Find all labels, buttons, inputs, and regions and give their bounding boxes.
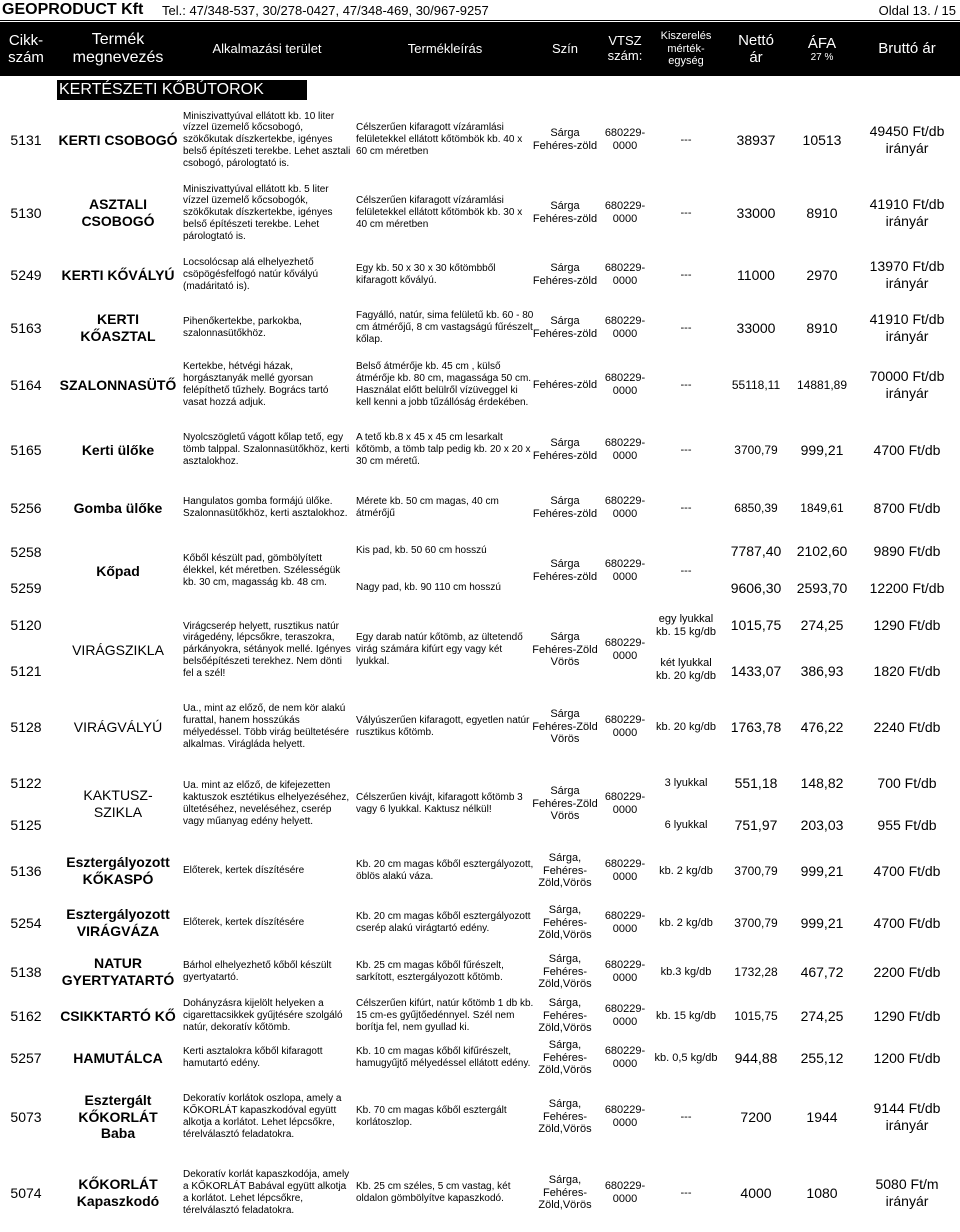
product-name: VIRÁGVÁLYÚ [73,718,163,735]
net-price: 7787,40 [730,542,782,559]
table-row-kaktusz [0,768,960,840]
vat-amount: 1944 [806,1108,838,1125]
row-number: 5163 [10,319,42,336]
vtsz-code: 680229- 0000 [604,127,646,152]
vtsz-code: 680229- 0000 [604,714,646,739]
net-price: 551,18 [734,774,778,791]
gross-price: 2240 Ft/db [873,718,941,735]
color-text: Sárga Fehéres-zöld [532,495,598,520]
top-bar [0,0,960,21]
row-number: 5138 [10,963,42,980]
col-netto: Nettó ár [738,31,774,66]
section-title: KERTÉSZETI KŐBÚTOROK [57,80,307,100]
net-price: 751,97 [734,816,778,833]
product-name: VIRÁGSZIKLA [72,641,164,658]
application-text: Előterek, kertek díszítésére [183,865,305,877]
application-text: Miniszivattyúval ellátott kb. 5 liter vízzel üzemelő kőcsobogók, szökőkutak díszkertekbe, igényes belső építészeti terekbe. Lehet párologtató is. [183,183,333,242]
net-price: 33000 [736,319,776,336]
row-number: 5258 [10,543,42,560]
color-text: Sárga, Fehéres- Zöld,Vörös [538,996,592,1035]
vat-amount: 8910 [806,204,838,221]
description-text: Kb. 25 cm széles, 5 cm vastag, két oldalon gömbölyítve kapaszkodó. [356,1181,511,1204]
row-number: 5073 [10,1108,42,1125]
table-row [0,180,960,246]
unit-text: kb. 2 kg/db [659,864,713,877]
application-text: Dekoratív korlát kapaszkodója, amely a KŐKORLÁT Babával együtt alkotja a korlátot. Lehet lépcsőkre, térelválasztó feladatokra. [183,1169,350,1216]
gross-price: 4700 Ft/db [873,862,941,879]
unit-text: --- [680,501,692,514]
vtsz-code: 680229- 0000 [604,1180,646,1205]
net-price: 9606,30 [730,579,782,596]
vat-amount: 2102,60 [796,542,848,559]
vtsz-code: 680229- 0000 [604,637,646,662]
description-text: Kb. 20 cm magas kőből esztergályozott cserép alakú virágtartó edény. [356,911,531,934]
col-termek: Termék megnevezés [72,30,164,66]
col-cikkszam: Cikk- szám [8,31,44,66]
description-text: Kis pad, kb. 50 60 cm hosszú [356,545,487,557]
row-number: 5162 [10,1007,42,1024]
unit-text: kb. 20 kg/db [656,720,716,733]
unit-text: kb. 2 kg/db [659,916,713,929]
col-brutto: Bruttó ár [878,40,936,58]
table-row [0,1156,960,1230]
table-row [0,252,960,298]
row-number: 5256 [10,499,42,516]
gross-price: 4700 Ft/db [873,914,941,931]
product-name: CSIKKTARTÓ KŐ [60,1007,176,1024]
product-name: SZALONNASÜTŐ [59,376,177,393]
row-number: 5122 [10,774,42,791]
description-text: Célszerűen kifaragott vízáramlási felületekkel ellátott kőtömbök kb. 30 x 40 cm méretben [356,195,523,230]
vtsz-code: 680229- 0000 [604,959,646,984]
row-number: 5259 [10,579,42,596]
vat-amount: 255,12 [800,1049,844,1066]
net-price: 38937 [736,131,776,148]
gross-price: 4700 Ft/db [873,441,941,458]
color-text: Sárga, Fehéres- Zöld,Vörös [538,1173,592,1212]
gross-price: 9890 Ft/db [873,542,941,559]
unit-text: 3 lyukkal [664,776,708,789]
table-row-kopad [0,537,960,605]
color-text: Sárga Fehéres-zöld [532,127,598,152]
unit-text: --- [680,268,692,281]
unit-text: egy lyukkal kb. 15 kg/db [656,613,716,638]
application-text: Miniszivattyúval ellátott kb. 10 liter vízzel üzemelő kőcsobogó, szökőkutak díszkertekbe, igényes belső építészeti terekbe. Lehet asztali csobogó, párologtató is. [183,110,351,169]
product-name: Gomba ülőke [73,499,163,516]
gross-price: 1290 Ft/db [873,616,941,633]
row-number: 5125 [10,816,42,833]
row-number: 5131 [10,131,42,148]
company-name: GEOPRODUCT Kft [2,1,144,18]
vat-amount: 10513 [802,131,842,148]
vat-amount: 203,03 [800,816,844,833]
application-text: Ua. mint az előző, de kifejezetten kaktuszok esztétikus elhelyezéséhez, ültetéséhez, neveléséhez, cserép vagy műanyag edény helyett. [183,780,350,827]
application-text: Kerti asztalokra kőből kifaragott hamutartó edény. [183,1046,323,1069]
color-text: Sárga Fehéres-Zöld Vörös [532,630,598,669]
table-row [0,354,960,416]
vat-amount: 386,93 [800,662,844,679]
unit-text: --- [680,321,692,334]
vat-amount: 999,21 [800,441,844,458]
description-text: Célszerűen kifaragott vízáramlási felületekkel ellátott kőtömbök kb. 40 x 60 cm méretben [356,122,523,157]
color-text: Sárga Fehéres-zöld [532,262,598,287]
vat-amount: 1849,61 [800,500,844,515]
row-number: 5249 [10,266,42,283]
vtsz-code: 680229- 0000 [604,495,646,520]
gross-price: 1200 Ft/db [873,1049,941,1066]
net-price: 3700,79 [734,442,778,457]
description-text: Vályúszerűen kifaragott, egyetlen natúr rusztikus kőtömb. [356,715,530,738]
vtsz-code: 680229- 0000 [604,1003,646,1028]
unit-text: --- [680,564,692,577]
table-header [0,22,960,76]
net-price: 33000 [736,204,776,221]
description-text: Mérete kb. 50 cm magas, 40 cm átmérőjű [356,496,499,519]
phone-numbers: Tel.: 47/348-537, 30/278-0427, 47/348-469, 30/967-9257 [162,3,489,18]
unit-text: --- [680,133,692,146]
vat-amount: 476,22 [800,718,844,735]
net-price: 1732,28 [734,964,778,979]
product-name: Esztergált KŐKORLÁT Baba [78,1092,158,1142]
description-text: Nagy pad, kb. 90 110 cm hosszú [356,582,501,594]
description-text: A tető kb.8 x 45 x 45 cm lesarkalt kőtömb, a tömb talp pedig kb. 20 x 20 x 30 cm méretű. [356,432,531,467]
description-text: Célszerűen kivájt, kifaragott kőtömb 3 vagy 6 lyukkal. Kaktusz nélkül! [356,792,523,815]
page-number: Oldal 13. / 15 [878,3,956,18]
application-text: Virágcserép helyett, rusztikus natúr virágedény, lépcsőkre, teraszokra, párkányokra, sétányok mellé. Igényes belsőépítészeti terekhez. Nem dönti fel a szél! [183,620,351,679]
description-text: Egy darab natúr kőtömb, az ültetendő virág számára kifúrt egy vagy két lyukkal. [356,632,523,667]
net-price: 944,88 [734,1049,778,1066]
color-text: Sárga Fehéres-zöld [532,200,598,225]
color-text: Sárga, Fehéres- Zöld,Vörös [538,952,592,991]
product-name: KERTI KŐASZTAL [80,311,156,344]
application-text: Dekoratív korlátok oszlopa, amely a KŐKORLÁT kapaszkodóval együtt alkotja a korlátot. Lehet lépcsőkre, térelválasztó feladatokra. [183,1093,342,1140]
vat-amount: 274,25 [800,1007,844,1024]
unit-text: kb. 15 kg/db [656,1009,716,1022]
gross-price: 1290 Ft/db [873,1007,941,1024]
product-name: KERTI KŐVÁLYÚ [61,266,175,283]
vat-amount: 1080 [806,1184,838,1201]
vat-amount: 2593,70 [796,579,848,596]
product-name: Esztergályozott KŐKASPÓ [66,854,170,887]
vtsz-code: 680229- 0000 [604,858,646,883]
table-row [0,848,960,894]
net-price: 1433,07 [730,662,782,679]
gross-price: 9144 Ft/db irányár [873,1100,941,1133]
vat-amount: 999,21 [800,914,844,931]
gross-price: 5080 Ft/m irányár [875,1176,939,1209]
vtsz-code: 680229- 0000 [604,791,646,816]
application-text: Ua., mint az előző, de nem kör alakú furattal, hanem hosszúkás mélyedéssel. Több virág beültetésére alkalmas. Virágláda helyett. [183,703,350,750]
application-text: Dohányzásra kijelölt helyeken a cigarettacsikkek gyűjtésére szolgáló natúr, dekoratív kőtömb. [183,998,343,1033]
net-price: 55118,11 [731,377,781,392]
gross-price: 41910 Ft/db irányár [869,311,945,344]
vtsz-code: 680229- 0000 [604,200,646,225]
net-price: 3700,79 [734,915,778,930]
color-text: Sárga Fehéres-zöld [532,315,598,340]
row-number: 5165 [10,441,42,458]
description-text: Kb. 70 cm magas kőből esztergált korlátoszlop. [356,1105,507,1128]
color-text: Sárga, Fehéres- Zöld,Vörös [538,1038,592,1077]
gross-price: 13970 Ft/db irányár [869,258,945,291]
net-price: 1763,78 [730,718,782,735]
product-name: KAKTUSZ- SZIKLA [83,787,153,820]
product-name: Kerti ülőke [81,441,155,458]
row-number: 5120 [10,616,42,633]
gross-price: 12200 Ft/db [869,579,945,596]
gross-price: 41910 Ft/db irányár [869,196,945,229]
gross-price: 70000 Ft/db irányár [869,368,945,401]
row-number: 5128 [10,718,42,735]
description-text: Kb. 20 cm magas kőből esztergályozott, öblös alakú váza. [356,859,534,882]
unit-text: kb. 0,5 kg/db [654,1051,718,1064]
color-text: Sárga Fehéres-zöld [532,437,598,462]
net-price: 4000 [740,1184,772,1201]
net-price: 7200 [740,1108,772,1125]
application-text: Hangulatos gomba formájú ülőke. Szalonnasütőkhöz, kerti asztalokhoz. [183,496,348,519]
unit-text: --- [680,443,692,456]
vtsz-code: 680229- 0000 [604,1045,646,1070]
application-text: Pihenőkertekbe, parkokba, szalonnasütőkhöz. [183,316,302,339]
application-text: Előterek, kertek díszítésére [183,917,305,929]
table-row [0,1038,960,1078]
vtsz-code: 680229- 0000 [604,372,646,397]
vtsz-code: 680229- 0000 [604,558,646,583]
net-price: 11000 [737,266,775,283]
gross-price: 2200 Ft/db [873,963,941,980]
vtsz-code: 680229- 0000 [604,262,646,287]
unit-text: --- [680,1110,692,1123]
col-szin: Szín [551,40,578,56]
table-row-viragszikla [0,610,960,690]
application-text: Nyolcszögletű vágott kőlap tető, egy tömb talppal. Szalonnasütőkhöz, kerti asztalokhoz. [183,432,350,467]
row-number: 5164 [10,376,42,393]
vtsz-code: 680229- 0000 [604,315,646,340]
row-number: 5136 [10,862,42,879]
afa-rate: 27 % [810,51,834,63]
color-text: Sárga Fehéres-Zöld Vörös [532,707,598,746]
table-row [0,950,960,994]
vtsz-code: 680229- 0000 [604,910,646,935]
row-number: 5130 [10,204,42,221]
product-name: KERTI CSOBOGÓ [58,131,178,148]
col-alkalmazas: Alkalmazási terület [212,40,322,56]
vtsz-code: 680229- 0000 [604,1104,646,1129]
vat-amount: 999,21 [800,862,844,879]
description-text: Belső átmérője kb. 45 cm , külső átmérője kb. 80 cm, magassága 50 cm. Használat előtt belülről vízüveggel ki kell kenni a jobb tűzállóság érdekében. [356,361,532,408]
vat-amount: 274,25 [800,616,844,633]
gross-price: 8700 Ft/db [873,499,941,516]
col-vtsz: VTSZ szám: [607,33,643,63]
description-text: Egy kb. 50 x 30 x 30 kőtömbből kifaragott kővályú. [356,263,496,286]
table-row [0,110,960,170]
description-text: Célszerűen kifúrt, natúr kőtömb 1 db kb. 15 cm-es gyűjtőedénnyel. Szél nem borítja fel, nem gyullad ki. [356,998,534,1033]
gross-price: 1820 Ft/db [873,662,941,679]
unit-text: --- [680,1186,692,1199]
product-name: NATUR GYERTYATARTÓ [61,955,175,988]
gross-price: 700 Ft/db [877,774,937,791]
product-name: ASZTALI CSOBOGÓ [81,196,155,229]
col-afa [790,22,854,76]
color-text: Sárga, Fehéres- Zöld,Vörös [538,903,592,942]
vat-amount: 148,82 [800,774,844,791]
afa-label: ÁFA [807,34,837,52]
application-text: Bárhol elhelyezhető kőből készült gyertyatartó. [183,960,332,983]
description-text: Kb. 10 cm magas kőből kifűrészelt, hamugyűjtő mélyedéssel ellátott edény. [356,1046,531,1069]
unit-text: 6 lyukkal [664,818,708,831]
product-name: Kőpad [96,562,140,579]
table-row-viragvalyu [0,696,960,758]
table-row [0,420,960,480]
vat-amount: 14881,89 [796,377,848,392]
net-price: 1015,75 [734,1008,778,1023]
table-row [0,898,960,948]
color-text: Sárga, Fehéres- Zöld,Vörös [538,1097,592,1136]
unit-text: két lyukkal kb. 20 kg/db [656,657,716,682]
table-row [0,1082,960,1152]
row-number: 5257 [10,1049,42,1066]
gross-price: 955 Ft/db [877,816,937,833]
application-text: Kőből készült pad, gömbölyített élekkel, két méretben. Szélességük kb. 30 cm, magasság kb. 48 cm. [183,553,341,588]
unit-text: --- [680,206,692,219]
description-text: Fagyálló, natúr, sima felületű kb. 60 - 80 cm átmérőjű, 8 cm vastagságú fűrészelt kőlap. [356,310,534,345]
vtsz-code: 680229- 0000 [604,437,646,462]
gross-price: 49450 Ft/db irányár [869,123,945,156]
net-price: 1015,75 [730,616,782,633]
vat-amount: 8910 [806,319,838,336]
color-text: Fehéres-zöld [532,378,598,391]
unit-text: --- [680,378,692,391]
row-number: 5121 [10,662,42,679]
table-row [0,996,960,1036]
product-name: Esztergályozott VIRÁGVÁZA [66,906,170,939]
table-row [0,305,960,351]
net-price: 3700,79 [734,863,778,878]
description-text: Kb. 25 cm magas kőből fűrészelt, sarkított, esztergályozott kőtömb. [356,960,504,983]
product-name: KŐKORLÁT Kapaszkodó [76,1176,160,1209]
net-price: 6850,39 [734,500,778,515]
product-name: HAMUTÁLCA [73,1049,163,1066]
application-text: Kertekbe, hétvégi házak, horgásztanyák mellé gyorsan felépíthető tűzhely. Bogrács tartó vasat hozzá adjuk. [183,361,329,408]
vat-amount: 467,72 [800,963,844,980]
row-number: 5074 [10,1184,42,1201]
vat-amount: 2970 [806,266,838,283]
color-text: Sárga Fehéres-zöld [532,558,598,583]
color-text: Sárga, Fehéres- Zöld,Vörös [538,851,592,890]
application-text: Locsolócsap alá elhelyezhető csöpögésfelfogó natúr kővályú (madáritató is). [183,257,319,292]
col-kiszereles: Kiszerelés mérték- egység [660,30,712,68]
col-leiras: Termékleírás [407,40,483,56]
color-text: Sárga Fehéres-Zöld Vörös [532,784,598,823]
unit-text: kb.3 kg/db [660,965,712,978]
row-number: 5254 [10,914,42,931]
table-row [0,485,960,531]
